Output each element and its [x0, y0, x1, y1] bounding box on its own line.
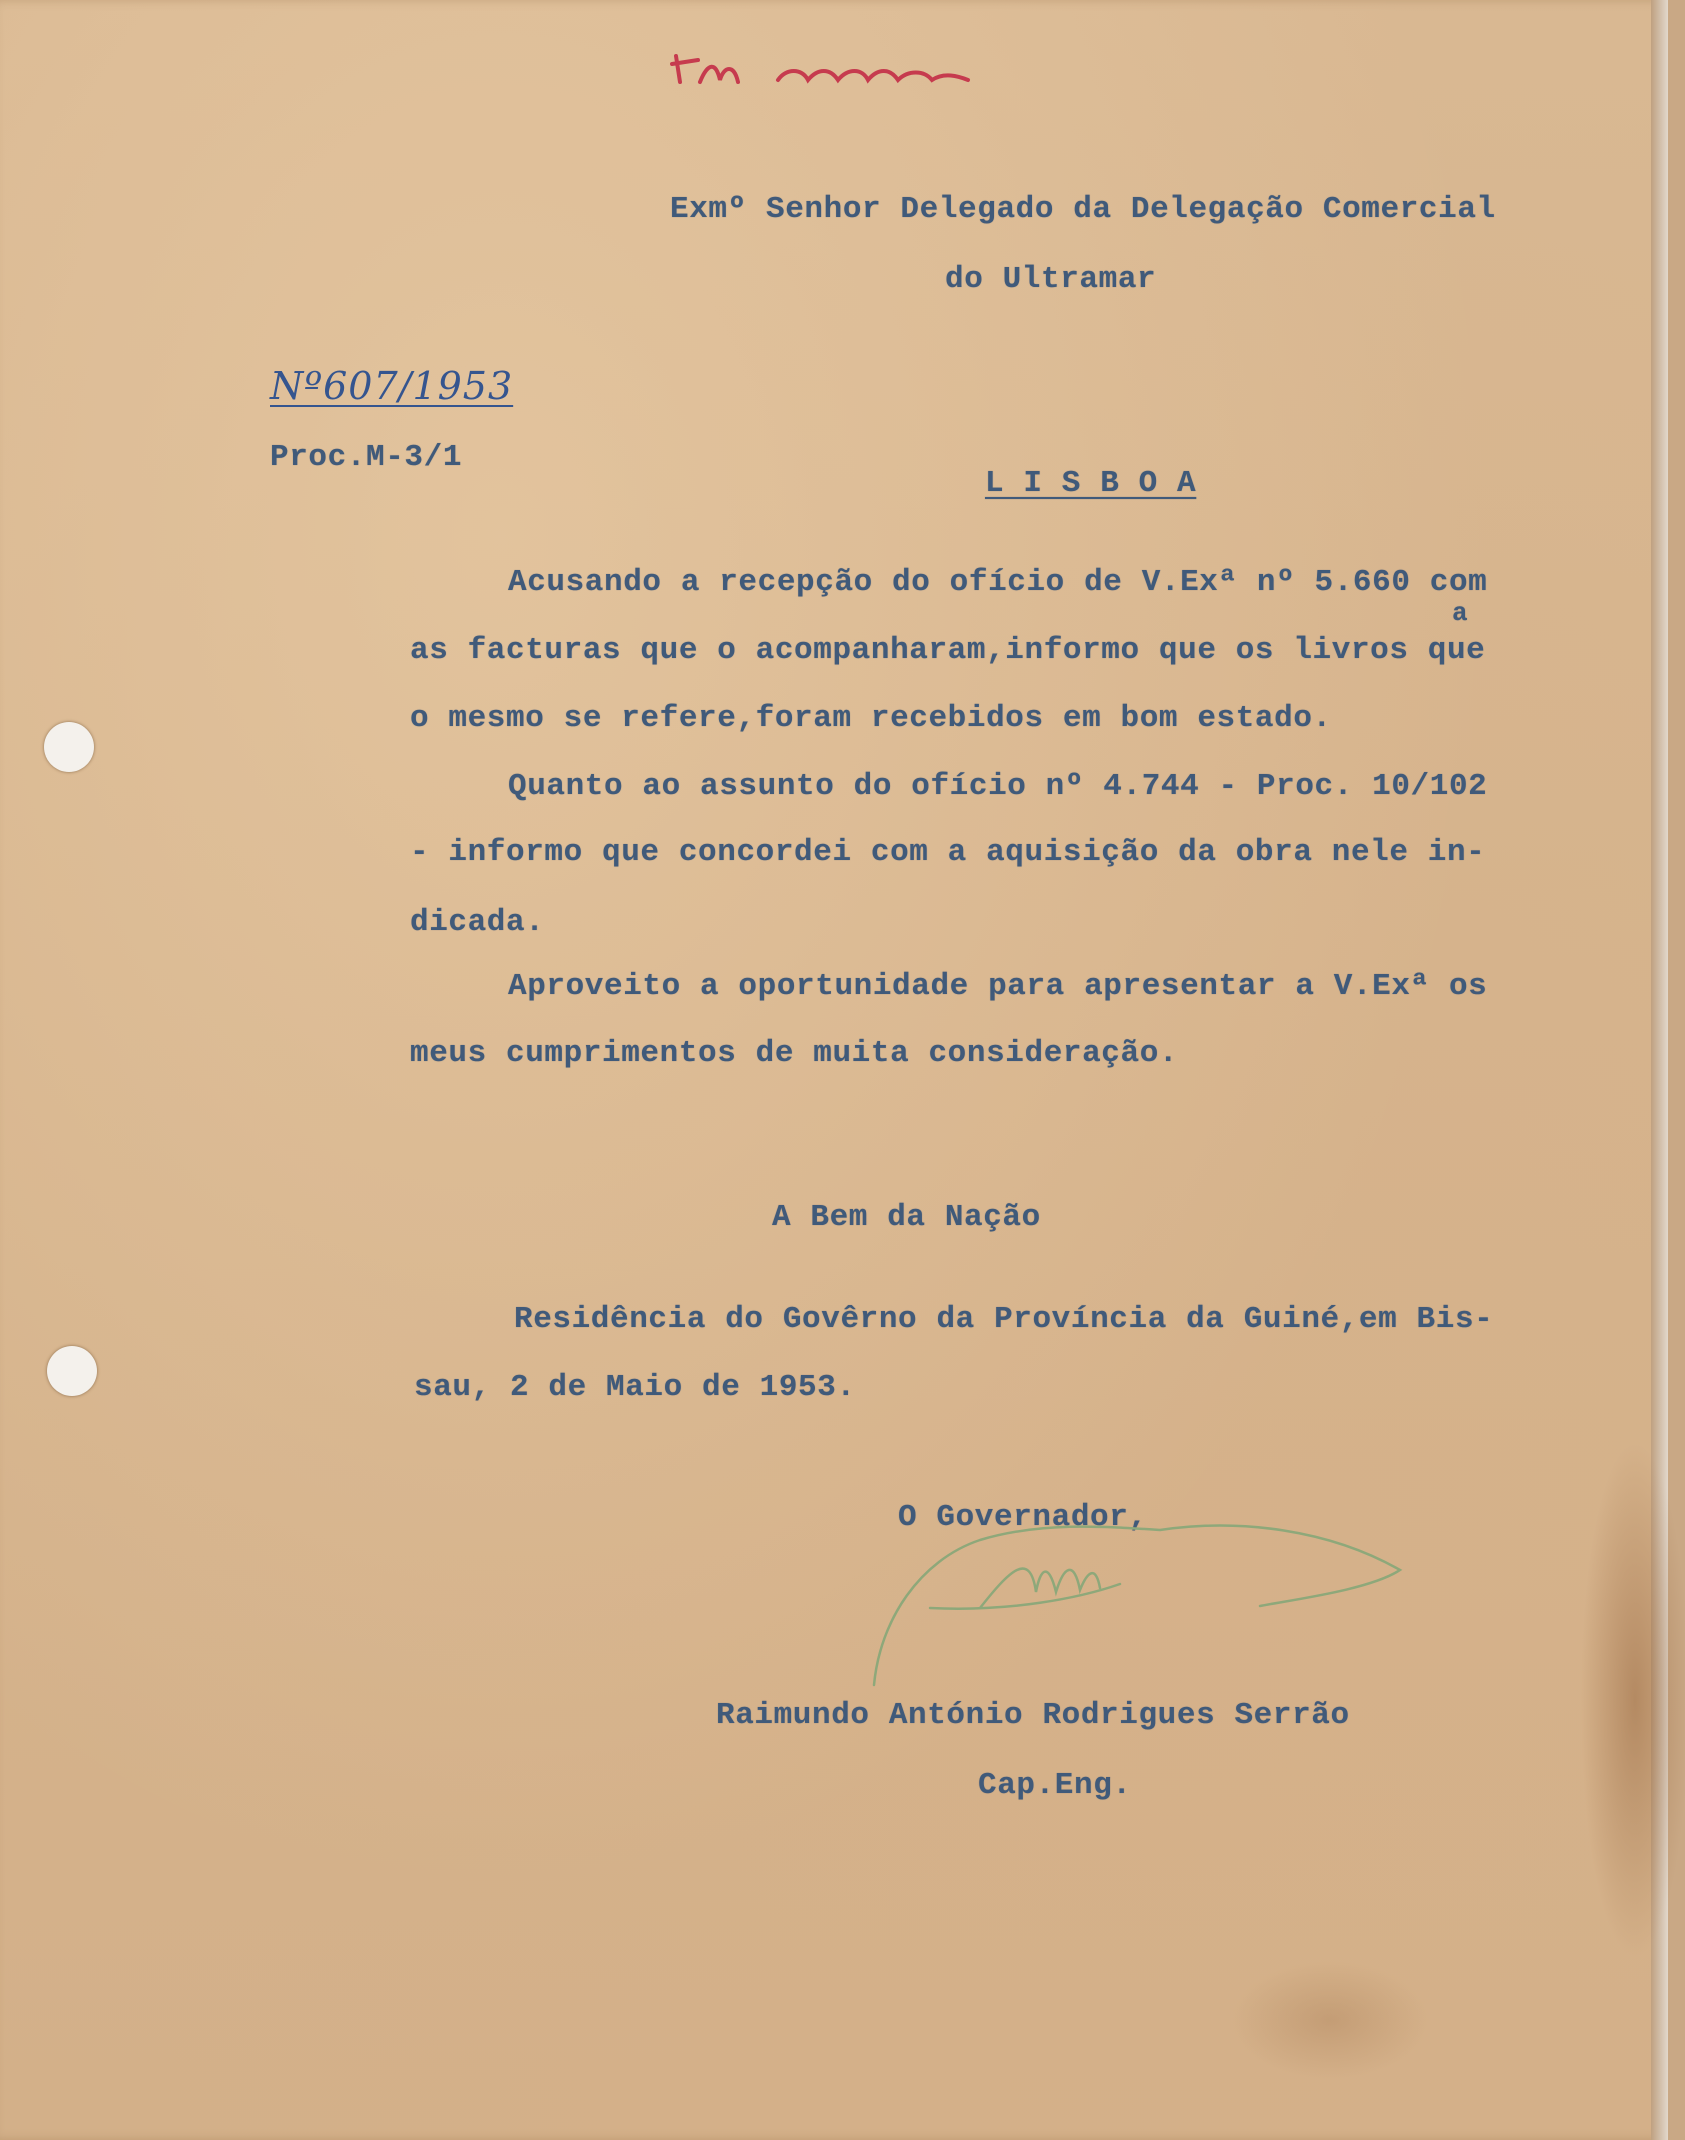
- body-line-6: dicada.: [410, 905, 545, 940]
- body-line-4: Quanto ao assunto do ofício nº 4.744 - Proc. 10/102: [508, 769, 1488, 804]
- punch-hole-bottom: [47, 1346, 97, 1396]
- city-heading: L I S B O A: [985, 466, 1197, 501]
- reference-number: Nº607/1953: [270, 364, 514, 408]
- water-stain: [1580, 1440, 1685, 1960]
- place-date-line-2: sau, 2 de Maio de 1953.: [414, 1370, 856, 1405]
- addressee-line-1: Exmº Senhor Delegado da Delegação Comercial: [670, 192, 1496, 227]
- process-number: Proc.M-3/1: [270, 440, 463, 475]
- body-superscript-a: a: [1452, 598, 1469, 628]
- punch-hole-top: [44, 722, 94, 772]
- body-line-1: Acusando a recepção do ofício de V.Exª nº 5.660 com: [508, 565, 1488, 600]
- signer-rank: Cap.Eng.: [978, 1768, 1132, 1803]
- body-line-8: meus cumprimentos de muita consideração.: [410, 1036, 1179, 1071]
- addressee-line-2: do Ultramar: [945, 262, 1157, 297]
- body-line-7: Aproveito a oportunidade para apresentar a V.Exª os: [508, 969, 1488, 1004]
- salutation: A Bem da Nação: [772, 1200, 1041, 1235]
- signer-title: O Governador,: [898, 1500, 1148, 1535]
- place-date-line-1: Residência do Govêrno da Província da Guiné,em Bis-: [514, 1302, 1494, 1337]
- red-annotation: [668, 42, 978, 102]
- governor-signature: [860, 1500, 1420, 1690]
- body-line-2: as facturas que o acompanharam,informo que os livros que: [410, 633, 1486, 668]
- body-line-5: - informo que concordei com a aquisição da obra nele in-: [410, 835, 1486, 870]
- water-stain: [1230, 1960, 1430, 2080]
- signer-name: Raimundo António Rodrigues Serrão: [716, 1698, 1350, 1733]
- body-line-3: o mesmo se refere,foram recebidos em bom estado.: [410, 701, 1332, 736]
